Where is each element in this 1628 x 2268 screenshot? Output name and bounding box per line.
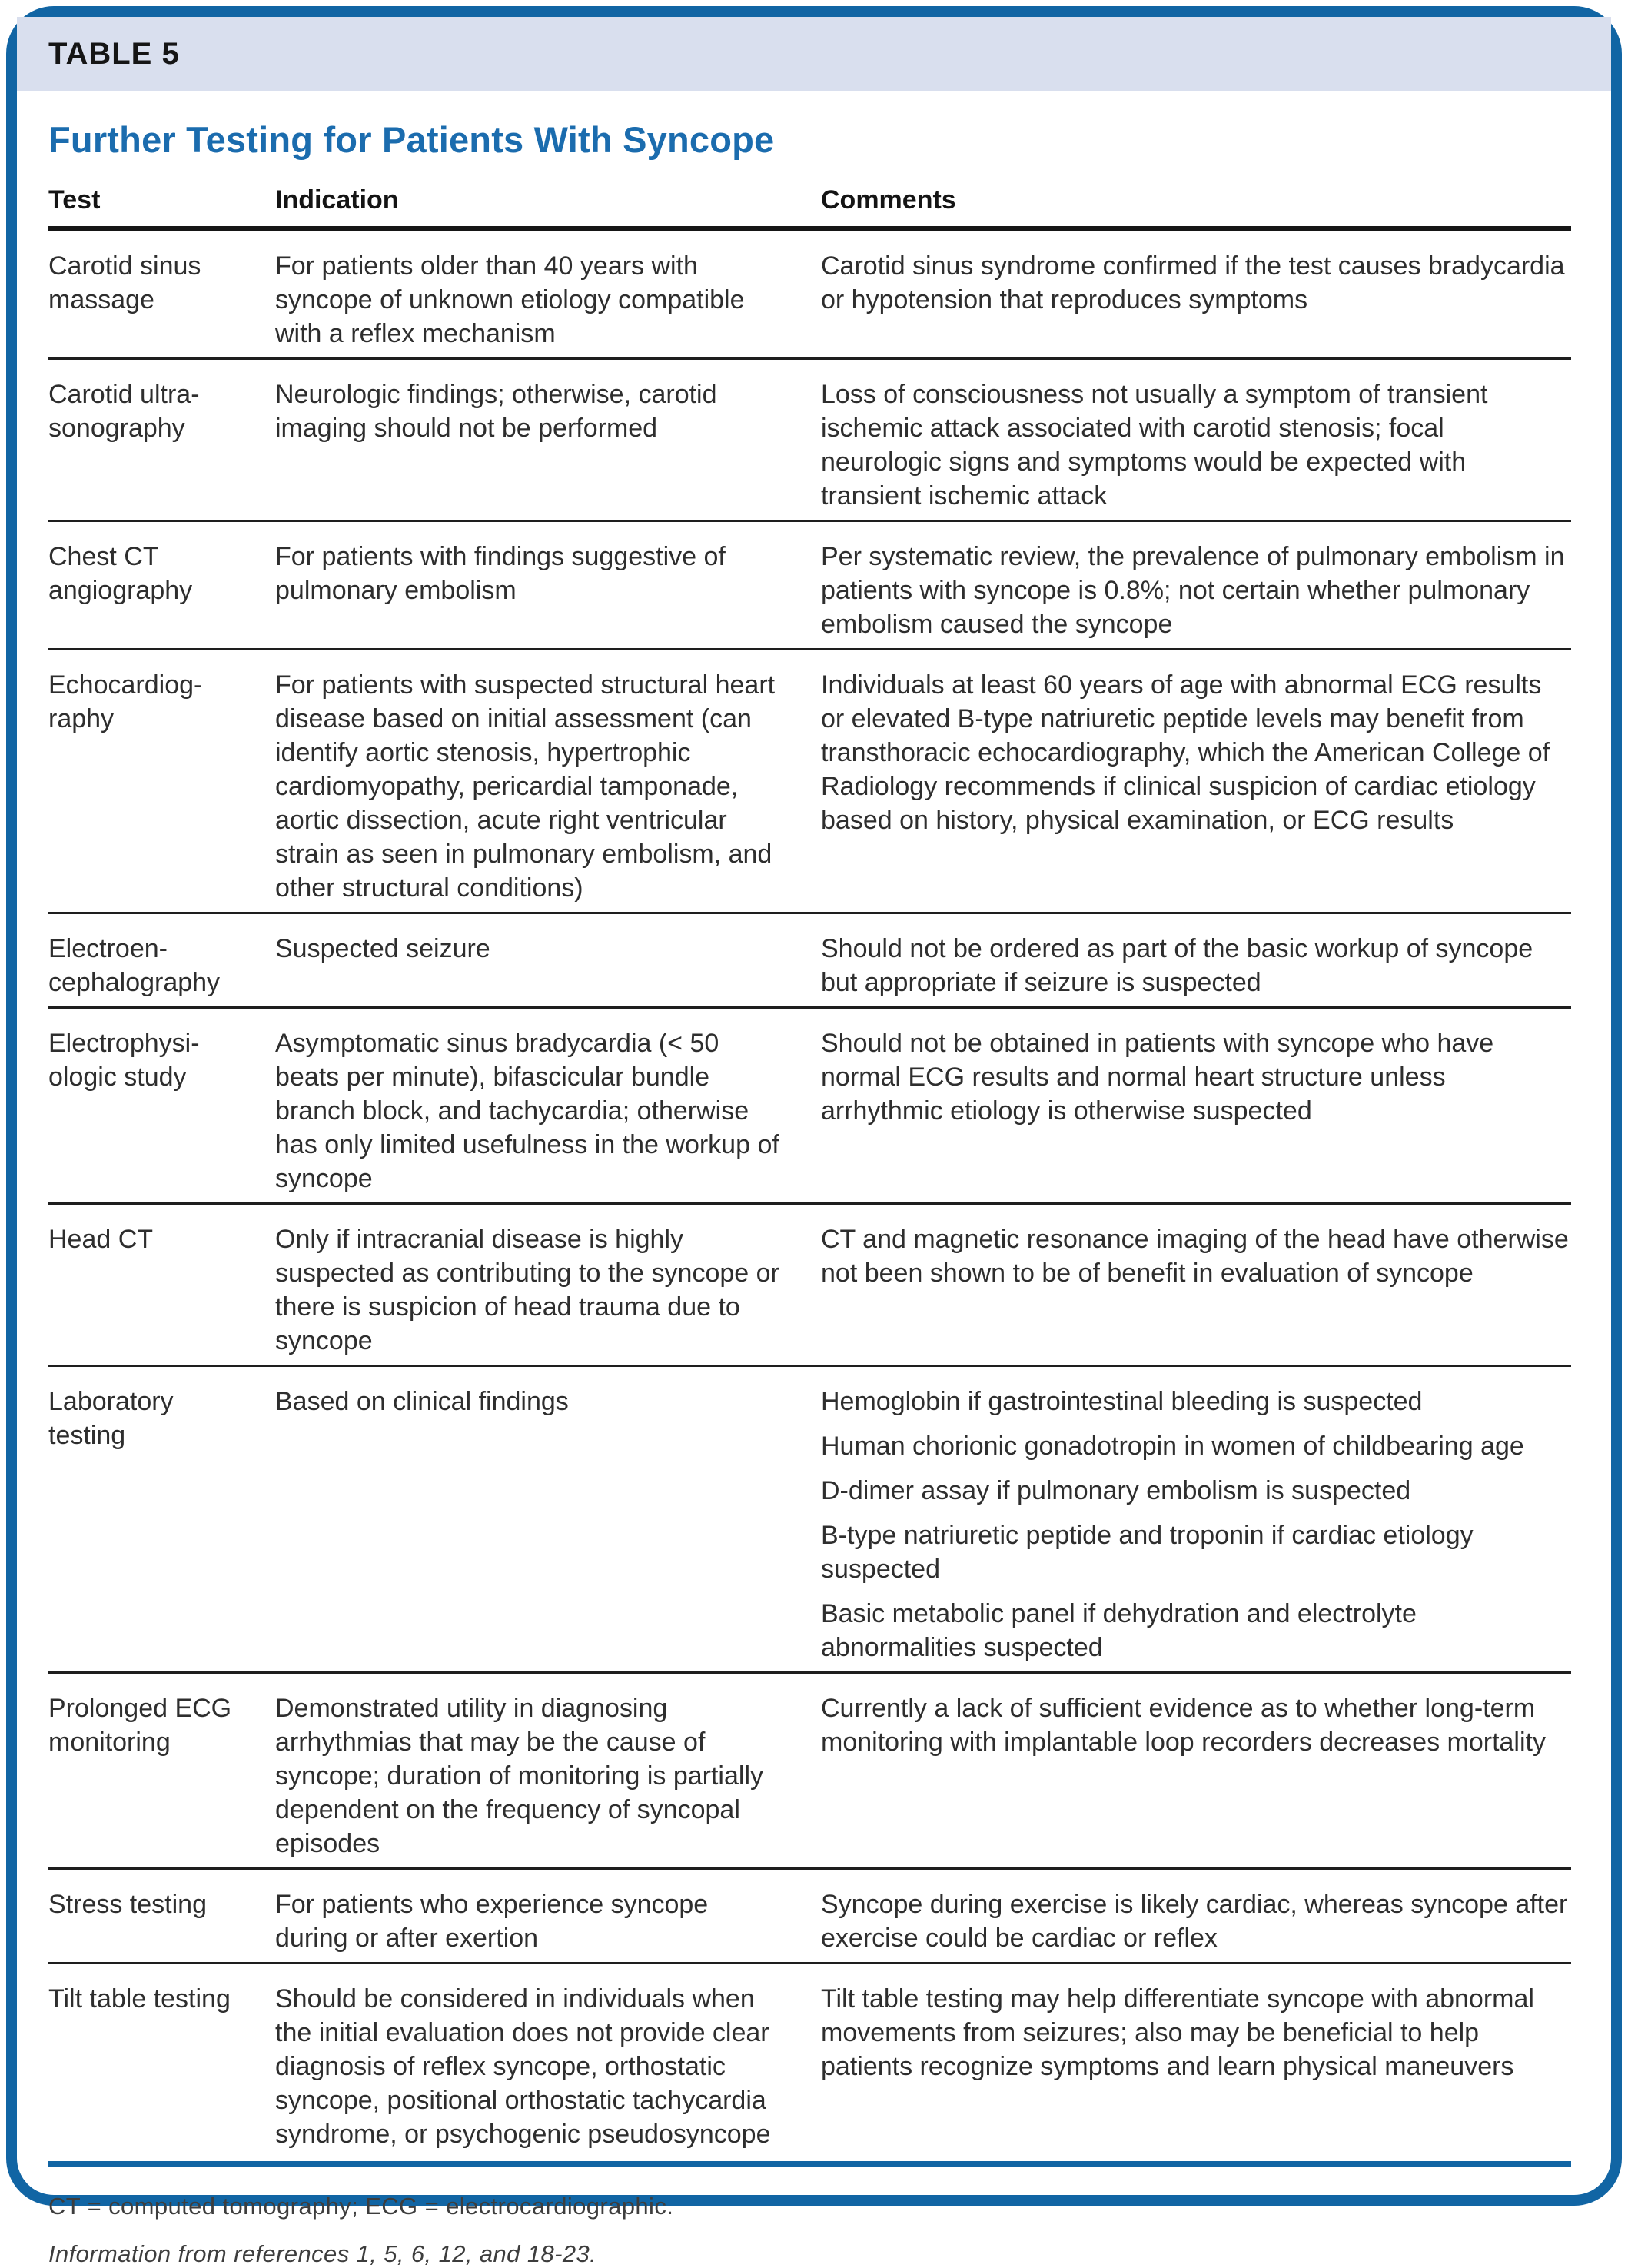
column-header-row [48,185,1571,215]
table-title: Further Testing for Patients With Syncope [48,119,775,160]
test-cell: Carotid sinus massage [48,251,201,314]
indication-cell: For patients with findings suggestive of pulmonary embolism [275,542,726,605]
table-frame [6,6,1622,2267]
test-cell: Chest CT angiography [48,542,193,605]
column-header-test: Test [48,185,101,214]
table-row [48,231,1571,357]
comments-cell [821,1982,1571,2151]
indication-cell: Based on clinical findings [275,1387,569,1416]
test-cell: Electroencephalography [48,934,221,997]
comments-cell [821,1385,1571,1664]
comments-cell [821,377,1571,513]
table-header-band [17,17,1611,91]
comment-paragraph: B-type natriuretic peptide and troponin if cardiac etiology suspected [821,1521,1474,1584]
comments-cell [821,540,1571,641]
abbreviation-note: CT = computed tomography; ECG = electrocardiographic. [48,2193,674,2220]
comment-paragraph: Individuals at least 60 years of age with abnormal ECG results or elevated B-type natriuretic peptide levels may benefit from transthoracic echocardiography, which the American College of Radiology recommends if clinical suspicion of cardiac etiology based on history, physical examination, or ECG results [821,670,1550,835]
comments-cell [821,932,1571,999]
indication-cell: For patients with suspected structural heart disease based on initial assessment (can identify aortic stenosis, hypertrophic cardiomyopathy, pericardial tamponade, aortic dissection, acute right ventricular strain as seen in pulmonary embolism, and other structural conditions) [275,670,776,903]
table-row [48,1006,1571,1202]
comment-paragraph: Carotid sinus syndrome confirmed if the test causes bradycardia or hypotension that reproduces symptoms [821,251,1565,314]
test-cell: Tilt table testing [48,1984,231,2014]
indication-cell: Suspected seizure [275,934,490,963]
table-row [48,1962,1571,2158]
column-header-comments: Comments [821,185,956,214]
column-header-indication: Indication [275,185,399,214]
test-cell: Electrophysiologic study [48,1029,200,1092]
comment-paragraph: Loss of consciousness not usually a symptom of transient ischemic attack associated with carotid stenosis; focal neurologic signs and symptoms would be expected with transient ischemic attack [821,380,1488,510]
comments-cell [821,1887,1571,1955]
table-content [17,118,1611,2268]
source-note: Information from references 1, 5, 6, 12, and 18-23. [48,2240,597,2267]
comment-paragraph: Hemoglobin if gastrointestinal bleeding is suspected [821,1387,1423,1416]
table-row [48,912,1571,1006]
comment-paragraph: D-dimer assay if pulmonary embolism is suspected [821,1476,1411,1505]
indication-cell: Neurologic findings; otherwise, carotid imaging should not be performed [275,380,717,443]
table-row [48,1202,1571,1365]
indication-cell: For patients older than 40 years with syncope of unknown etiology compatible with a reflex mechanism [275,251,745,348]
indication-cell: Asymptomatic sinus bradycardia (< 50 beats per minute), bifascicular bundle branch block, and tachycardia; otherwise has only limited usefulness in the workup of syncope [275,1029,779,1193]
comment-paragraph: Tilt table testing may help differentiate syncope with abnormal movements from seizures; also may be beneficial to help patients recognize symptoms and learn physical maneuvers [821,1984,1534,2081]
table-row [48,1867,1571,1962]
test-cell: Carotid ultrasonography [48,380,200,443]
test-cell: Stress testing [48,1890,207,1919]
comments-cell [821,1026,1571,1196]
comment-paragraph: Should not be obtained in patients with syncope who have normal ECG results and normal heart structure unless arrhythmic etiology is otherwise suspected [821,1029,1494,1126]
comment-paragraph: CT and magnetic resonance imaging of the head have otherwise not been shown to be of benefit in evaluation of syncope [821,1225,1569,1288]
test-cell: Echocardiography [48,670,203,733]
comments-cell [821,1222,1571,1358]
comments-cell [821,249,1571,351]
table-row [48,520,1571,648]
comment-paragraph: Per systematic review, the prevalence of pulmonary embolism in patients with syncope is 0.8%; not certain whether pulmonary embolism caused the syncope [821,542,1565,639]
test-cell: Prolonged ECG monitoring [48,1694,232,1757]
table-row [48,357,1571,520]
table-row [48,648,1571,912]
comment-paragraph: Human chorionic gonadotropin in women of childbearing age [821,1432,1524,1461]
comment-paragraph: Basic metabolic panel if dehydration and electrolyte abnormalities suspected [821,1599,1417,1662]
comments-cell [821,1691,1571,1861]
comment-paragraph: Syncope during exercise is likely cardiac, whereas syncope after exercise could be cardiac or reflex [821,1890,1568,1953]
footer-rule [48,2161,1571,2167]
header-rule [48,226,1571,231]
indication-cell: For patients who experience syncope during or after exertion [275,1890,709,1953]
comment-paragraph: Currently a lack of sufficient evidence as to whether long-term monitoring with implantable loop recorders decreases mortality [821,1694,1546,1757]
table-row [48,1365,1571,1671]
test-cell: Head CT [48,1225,154,1254]
indication-cell: Should be considered in individuals when the initial evaluation does not provide clear diagnosis of reflex syncope, orthostatic syncope, positional orthostatic tachycardia syndrome, or psychogenic pseudosyncope [275,1984,771,2149]
test-cell: Laboratory testing [48,1387,174,1450]
comment-paragraph: Should not be ordered as part of the basic workup of syncope but appropriate if seizure is suspected [821,934,1533,997]
table-row [48,1671,1571,1867]
comments-cell [821,668,1571,905]
indication-cell: Only if intracranial disease is highly suspected as contributing to the syncope or there is suspicion of head trauma due to syncope [275,1225,779,1355]
indication-cell: Demonstrated utility in diagnosing arrhythmias that may be the cause of syncope; duration of monitoring is partially dependent on the frequency of syncopal episodes [275,1694,763,1858]
table-label: TABLE 5 [48,36,180,71]
table-body [48,231,1571,2158]
